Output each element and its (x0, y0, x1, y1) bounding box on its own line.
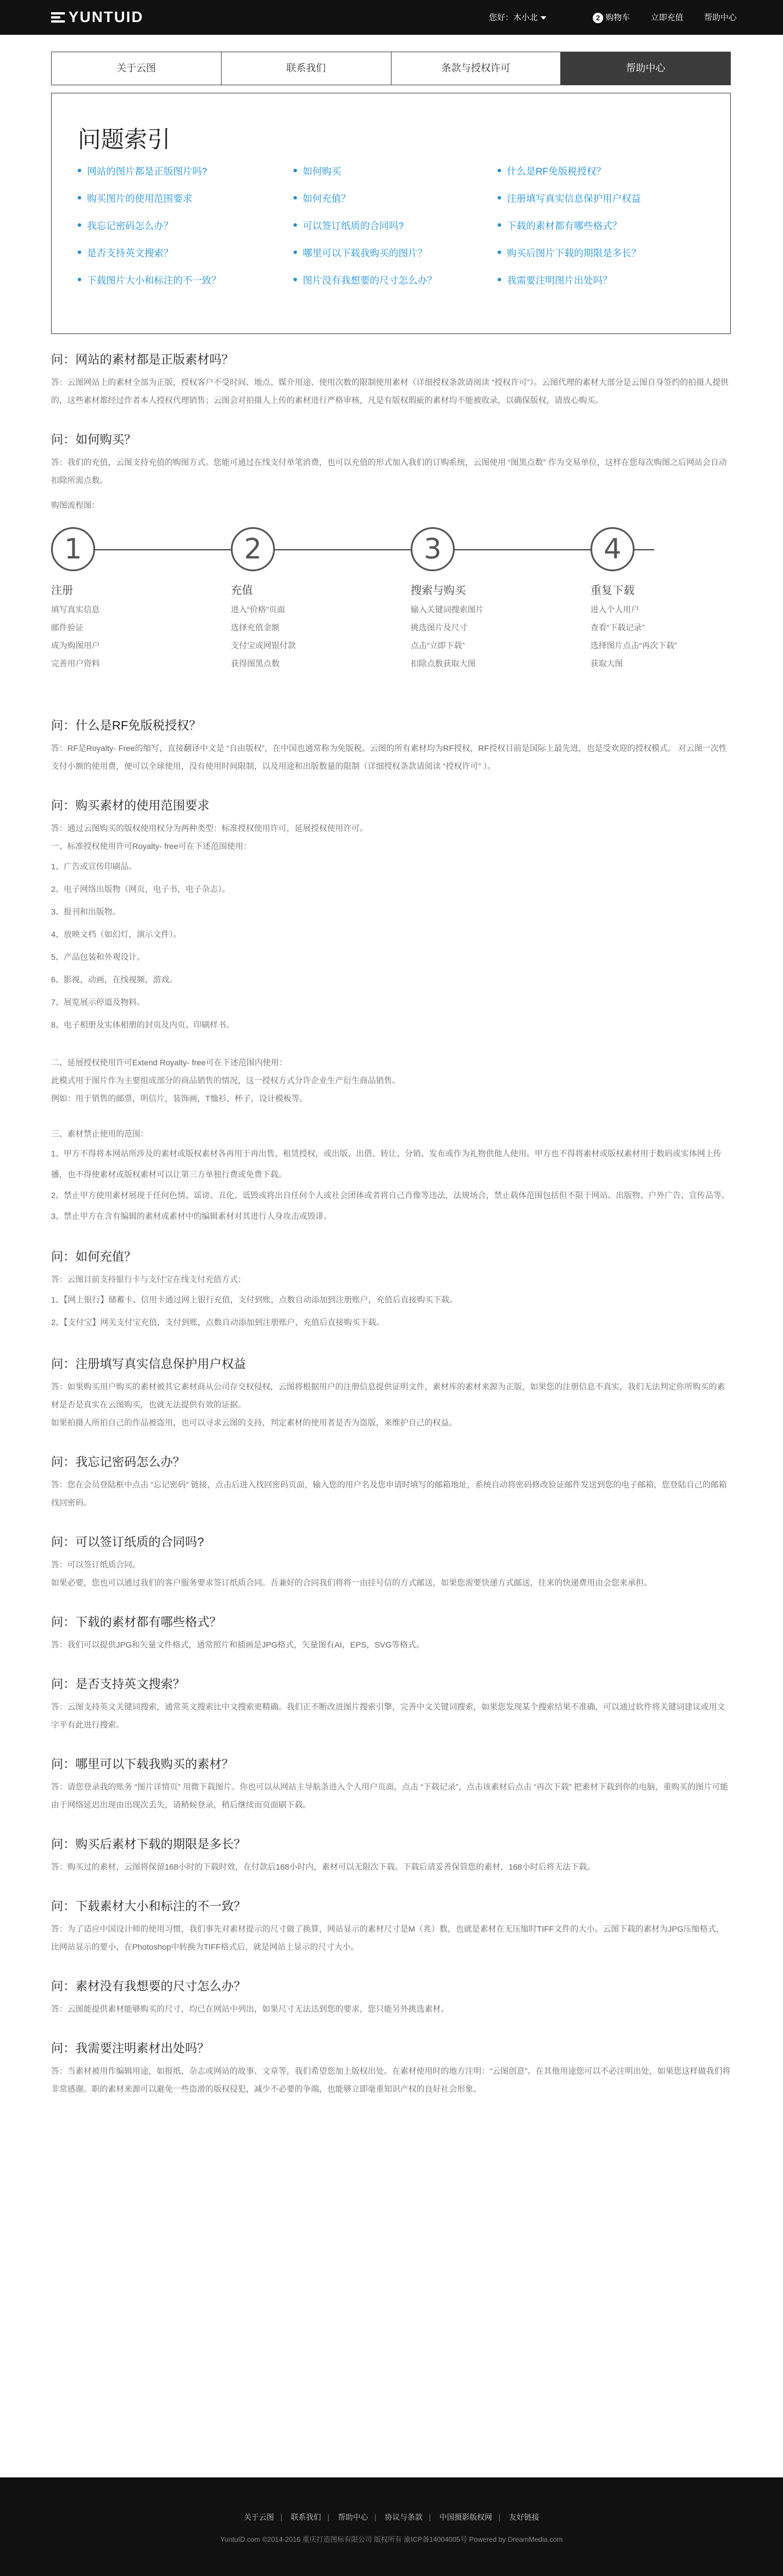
extended-license-desc: 此模式用于图片作为主要组成部分的商品销售的情况，这一授权方式分许企业生产衍生商品销售。 (51, 1076, 400, 1085)
answer-text: 答：RF是Royalty- Free的缩写，直接翻译中文是 “自由版权”，在中国也通常称为免版税。云图的所有素材均为RF授权，RF授权目前是国际上最先进，也是受欢迎的授权模式。 对云图一次性支付小额的使用费，便可以全球使用，没有使用时间限制，以及用途和出版数量的限制（详细授权条款请阅读 “授权许可” ）。 (51, 743, 727, 771)
tab-help[interactable]: 帮助中心 (561, 52, 730, 85)
tab-terms[interactable]: 条款与授权许可 (392, 52, 561, 85)
bullet-icon (78, 251, 81, 254)
help-center-link[interactable]: 帮助中心 (704, 13, 737, 22)
question-heading: 问：下载的素材都有哪些格式？ (51, 1616, 222, 1629)
banned-usage-title: 三、素材禁止使用的范围： (51, 1129, 148, 1138)
question-heading: 问：如何购买？ (51, 433, 136, 447)
footer-copyright: YuntuID.com ©2014-2016 重庆打造图标有限公司 版权所有 渝ICP备14004005号 Powered by DreamMedia.com (220, 2535, 563, 2544)
list-item: 1、甲方不得将本网站所涉及的素材或版权素材各再用于再出售、租赁授权，或出版、出借、转让、分销、发布或作为礼物供他人使用。甲方也不得将素材或版权素材用于数码或实体网上传播，也不得使素材或版权素材可以让第三方单独行费或免费下载。 (51, 1149, 722, 1179)
cart-link[interactable] (593, 12, 630, 23)
tab-contact[interactable]: 联系我们 (222, 52, 392, 85)
step-item: 点击“立即下载” (411, 641, 465, 650)
index-link[interactable] (498, 245, 710, 260)
answer-text: 如果必要，您也可以通过我们的客户服务要求签订纸质合同。吾兼好的合同我们将将一由挂号信的方式邮送，如果您需要快递方式邮送，往来的快递费用由会您来承担。 (51, 1578, 652, 1587)
index-link-text: 是否支持英文搜索？ (87, 248, 173, 259)
top-right-nav (489, 0, 737, 35)
question-heading: 问：我忘记密码怎么办？ (51, 1456, 185, 1469)
faq-section-paper-contract (51, 1533, 731, 1592)
bullet-icon (78, 169, 81, 172)
index-link[interactable] (78, 190, 293, 205)
list-item: 2、电子网络出版物（网页，电子书，电子杂志）。 (51, 884, 230, 894)
standard-license-title: 一、标准授权使用许可Royalty- free可在下述范围使用： (51, 841, 252, 851)
footer-link-friends[interactable]: 友好链接 (509, 2513, 539, 2521)
index-link-text: 我忘记密码怎么办？ (87, 221, 173, 231)
bullet-icon (498, 278, 501, 281)
step-item: 查看“下载记录” (590, 623, 645, 632)
footer (0, 2477, 783, 2576)
step-number-circle: 4 (590, 527, 635, 571)
bullet-icon (293, 278, 297, 281)
list-item: 3、报刊和出版物。 (51, 907, 121, 916)
greeting-prefix: 您好： (489, 13, 513, 22)
answer-text: 答：我们可以提供JPG和矢量文件格式，通常照片和插画是JPG格式，矢量图有AI，EPS，SVG等格式。 (51, 1640, 425, 1649)
list-item: 7、展览展示停道及物料。 (51, 997, 145, 1007)
index-link-text: 我需要注明图片出处吗？ (507, 275, 612, 286)
question-heading: 问：哪里可以下载我购买的素材？ (51, 1758, 234, 1771)
faq-section-english-search (51, 1675, 731, 1734)
list-item: 1、广告或宣传印刷品。 (51, 862, 137, 871)
question-heading: 问：是否支持英文搜索？ (51, 1678, 185, 1691)
bullet-icon (78, 223, 81, 227)
tab-nav (51, 52, 731, 85)
index-link[interactable] (498, 217, 710, 233)
tab-about[interactable]: 关于云图 (52, 52, 222, 85)
answer-text: 答：云图网站上的素材全部为正版，授权客户不受时间、地点、媒介用途、使用次数的限制使用素材（详细授权条款请阅读 “授权许可”）。云图代理的素材大部分是云图自身签约的拍摄人提供的，这些素材都经过作者本人授权代理销售；云图会对拍摄人上传的素材进行严格审核，凡是有版权瑕疵的素材均不能被收录，以确保版权，请放心购买。 (51, 378, 729, 405)
step-number-circle: 2 (231, 527, 275, 571)
index-link-text: 购买图片的使用范围要求 (87, 194, 193, 204)
index-link[interactable] (293, 245, 498, 260)
faq-section-real-info (51, 1355, 731, 1432)
logo[interactable] (51, 8, 144, 26)
bullet-icon (293, 223, 297, 227)
step-item: 进入“价格”页面 (231, 605, 285, 614)
index-link-text: 什么是RF免版税授权？ (507, 166, 606, 177)
step-item: 选择充值金额 (231, 623, 280, 632)
question-heading: 问：购买素材的使用范围要求 (51, 799, 209, 812)
question-heading: 问：素材没有我想要的尺寸怎么办？ (51, 1980, 246, 1993)
index-link-text: 如何购买 (303, 166, 341, 177)
step-item: 选择图片点击“再次下载” (590, 641, 677, 650)
step-item: 获取大图 (590, 659, 623, 668)
footer-link-terms[interactable]: 协议与条款 (385, 2513, 423, 2521)
index-link-text: 哪里可以下载我购买的图片？ (303, 248, 427, 259)
step-item: 完善用户资料 (51, 659, 100, 668)
index-link-text: 图片没有我想要的尺寸怎么办？ (303, 275, 437, 286)
bullet-icon (498, 251, 501, 254)
index-link-text: 网站的图片都是正版图片吗? (87, 166, 208, 177)
footer-link-help[interactable]: 帮助中心 (338, 2513, 368, 2521)
index-link[interactable] (293, 163, 498, 178)
step-title: 充值 (231, 585, 253, 597)
faq-section-how-to-buy (51, 430, 731, 695)
cart-count-badge: 2 (593, 13, 603, 23)
index-link[interactable] (78, 163, 293, 178)
list-item: 4、放映文档（如幻灯，演示文件）。 (51, 930, 182, 939)
faq-section-usage-scope (51, 796, 731, 1227)
faq-section-recharge (51, 1247, 731, 1334)
list-item: 1、【网上银行】储蓄卡、信用卡通过网上银行充值，支付到账，点数自动添加到注册账户，充值后直接购买下载。 (51, 1295, 458, 1304)
bullet-icon (498, 196, 501, 199)
step-item: 邮件验证 (51, 623, 84, 632)
index-link[interactable] (293, 190, 498, 205)
top-bar (0, 0, 783, 35)
index-link-text: 注册填写真实信息保护用户权益 (507, 194, 641, 204)
index-link-text: 下载图片大小和标注的不一致？ (87, 275, 221, 286)
answer-text: 答：购买过的素材，云图将保留168小时的下载时效，在付款后168小时内，素材可以无限次下载。下载后请妥善保管您的素材，168小时后将无法下载。 (51, 1862, 596, 1871)
question-heading: 问：可以签订纸质的合同吗? (51, 1536, 204, 1549)
footer-link-about[interactable]: 关于云图 (244, 2513, 274, 2521)
faq-section-size-unavailable (51, 1977, 731, 2018)
list-item: 5、产品包装和外观设计。 (51, 952, 145, 962)
question-heading: 问：下载素材大小和标注的不一致？ (51, 1900, 246, 1913)
index-title: 问题索引 (78, 127, 171, 153)
logo-text: YUNTUID (68, 8, 144, 26)
faq-section-formats (51, 1613, 731, 1654)
index-link-text: 下载的素材都有哪些格式？ (507, 221, 622, 231)
faq-content (51, 350, 731, 2119)
step-item: 挑选图片及尺寸 (411, 623, 467, 632)
username: 木小北 (513, 13, 538, 22)
footer-link-contact[interactable]: 联系我们 (291, 2513, 321, 2521)
faq-section-attribution (51, 2039, 731, 2098)
index-link[interactable] (293, 272, 498, 287)
flow-step-search-buy (411, 521, 544, 673)
cart-label: 购物车 (606, 13, 630, 22)
flow-step-recharge (231, 521, 364, 673)
question-heading: 问：如何充值？ (51, 1250, 136, 1264)
flow-label: 购图流程图： (51, 500, 100, 510)
list-item: 8、电子相册及实体相册的封页及内页、印刷样书。 (51, 1020, 234, 1029)
index-link-text: 如何充值？ (303, 194, 351, 204)
list-item: 6、影视，动画，在线视频，游戏。 (51, 975, 177, 984)
question-heading: 问：我需要注明素材出处吗？ (51, 2042, 209, 2055)
extended-license-example: 例如：用于销售的邮票，明信片，装饰画，T恤衫，杯子，设计模板等。 (51, 1094, 308, 1103)
bullet-icon (293, 251, 297, 254)
index-link[interactable] (78, 245, 293, 260)
step-item: 扣除点数获取大图 (411, 659, 476, 668)
list-item: 3、禁止甲方在含有编辑的素材或素材中的编辑素材对其进行人身攻击或毁诽。 (51, 1211, 332, 1221)
question-heading: 问：网站的素材都是正版素材吗？ (51, 353, 234, 367)
faq-section-rf-license (51, 716, 731, 775)
step-item: 填写真实信息 (51, 605, 100, 614)
index-link-grid (78, 163, 710, 287)
bullet-icon (78, 278, 81, 281)
step-number-circle: 3 (411, 527, 455, 571)
answer-text: 答：通过云图购买的版权使用权分为两种类型：标准授权使用许可，延展授权使用许可。 (51, 823, 368, 833)
bullet-icon (78, 196, 81, 199)
answer-text: 答：如果购买用户购买的素材被其它素材商从公司存交权侵权，云图将根据用户的注册信息提供证明文件，素材库的素材来源为正版，如果您的注册信息不真实，我们无法判定你所购买的素材是否是真实在云图购买，也就无法提供有效的证据。 (51, 1382, 725, 1409)
bullet-icon (498, 169, 501, 172)
faq-section-genuine (51, 350, 731, 409)
step-item: 输入关键词搜索图片 (411, 605, 484, 614)
step-item: 获得图黑点数 (231, 659, 280, 668)
footer-links: 关于云图 | 联系我们 | 帮助中心 | 协议与条款 | 中国摄影版权网 | 友好链接 (0, 2511, 783, 2522)
index-link[interactable] (498, 272, 710, 287)
faq-section-download-period (51, 1835, 731, 1876)
answer-text: 答：云图支持英文关键词搜索，通常英文搜索比中文搜索更精确。我们正不断改进图片搜索引擎，完善中文关键词搜索，如果您发现某个搜索结果不准确，可以通过软件将关键词建议或用文字平有此进行搜索。 (51, 1702, 725, 1729)
faq-section-forgot-password (51, 1453, 731, 1512)
step-item: 支付宝或网银付款 (231, 641, 296, 650)
index-link[interactable] (498, 163, 710, 178)
answer-text: 答：当素材被用作编辑用途，如报纸、杂志或网站的故事、文章等，我们希望您加上版权出处。在素材使用时的地方注明：“云图创意”。在其他用途您可以不必注明出处，如果您这样做我们将非常感谢。职的素材来源可以避免一些盗滑的版权侵犯，减少不必要的争端，也能够立即毫重知识产权的良好社会形象。 (51, 2066, 731, 2094)
recharge-link[interactable]: 立即充值 (651, 13, 683, 22)
index-link[interactable] (293, 217, 498, 233)
step-title: 注册 (51, 585, 74, 597)
faq-section-download-location (51, 1755, 731, 1814)
step-item: 进入个人用户 (590, 605, 639, 614)
flow-step-register (51, 521, 184, 673)
answer-text: 答：我们的充值，云图支持充值的购图方式。您能可通过在线支付单笔消费，也可以充值的形式加入我们的订购系统，云图使用 “图黑点数” 作为交易单位，这样在您每次购图之后网站会自动扣除所需点数。 (51, 458, 727, 485)
chevron-down-icon (541, 16, 546, 20)
list-item: 2、禁止甲方使用素材展现于任何色情、谣谤、丑化、诋毁或将出自任何个人或社会团体或者将自己肖像等违法，法规场合，禁止载体范围包括但不限于网站、出版物、户外广告、宣传品等。 (51, 1191, 730, 1200)
step-title: 重复下载 (590, 585, 635, 597)
index-link[interactable] (78, 272, 293, 287)
user-menu[interactable] (489, 12, 546, 23)
extended-license-title: 二、延展授权使用许可Extend Royalty- free可在下述范围内使用： (51, 1058, 287, 1067)
index-link-text: 购买后图片下载的期限是多长？ (507, 248, 641, 259)
answer-text: 如果拍摄人所拍自己的作品被盗用，也可以寻求云图的支持，判定素材的使用者是否为盗版，来维护自己的权益。 (51, 1418, 457, 1427)
question-heading: 问：什么是RF免版税授权？ (51, 719, 201, 732)
step-item: 成为购图用户 (51, 641, 100, 650)
purchase-flow (51, 521, 731, 695)
bullet-icon (498, 223, 501, 227)
footer-link-copyright-net[interactable]: 中国摄影版权网 (439, 2513, 492, 2521)
answer-text: 答：可以签订纸质合同。 (51, 1560, 140, 1569)
answer-text: 答：您在会员登陆框中点击 “忘记密码” 链接，点击后进入找回密码页面，输入您的用户名及您申请时填写的邮箱地址，系统自动将密码修改验证邮件发送到您的电子邮箱，您登陆自己的邮箱找回密码。 (51, 1480, 727, 1507)
question-heading: 问：注册填写真实信息保护用户权益 (51, 1358, 246, 1371)
index-link[interactable] (498, 190, 710, 205)
index-link[interactable] (78, 217, 293, 233)
index-link-text: 可以签订纸质的合同吗? (303, 221, 404, 231)
faq-section-size-mismatch (51, 1897, 731, 1956)
bullet-icon (293, 196, 297, 199)
step-number-circle: 1 (51, 527, 95, 571)
answer-text: 答：云图目前支持银行卡与支付宝在线支付充值方式： (51, 1275, 246, 1284)
question-heading: 问：购买后素材下载的期限是多长？ (51, 1838, 246, 1851)
answer-text: 答：为了适应中国设计师的使用习惯，我们事先对素材提示的尺寸做了换算，网站显示的素材尺寸是M（兆）数，也就是素材在无压缩时TIFF文件的大小。云图下载的素材为JPG压缩格式，比网站显示的要小，在Photoshop中转换为TIFF格式后，就是网站上显示的尺寸大小。 (51, 1924, 724, 1951)
step-title: 搜索与购买 (411, 585, 466, 597)
question-index (51, 93, 731, 334)
logo-mark-icon (51, 11, 65, 24)
bullet-icon (293, 169, 297, 172)
list-item: 2、【支付宝】网关支付宝充值，支付到账，点数自动添加到注册账户，充值后直接购买下载。 (51, 1318, 385, 1327)
answer-text: 答：请您登录我的账务 “图片详情页” 用微下载图片。你也可以从网站主导航条进入个人用户页面，点击 “下载记录”，点击该素材后点击 “再次下载” 把素材下载到你的电脑，重购买的图片可能由于网络延迟出现由出现次丢失，请稍候登录，稍后继续而页面刷下载。 (51, 1782, 728, 1809)
flow-step-redownload (590, 521, 724, 673)
answer-text: 答：云图能提供素材能够购买的尺寸，均已在网站中列出，如果尺寸无法达到您的要求，您只能另外挑选素材。 (51, 2004, 449, 2013)
